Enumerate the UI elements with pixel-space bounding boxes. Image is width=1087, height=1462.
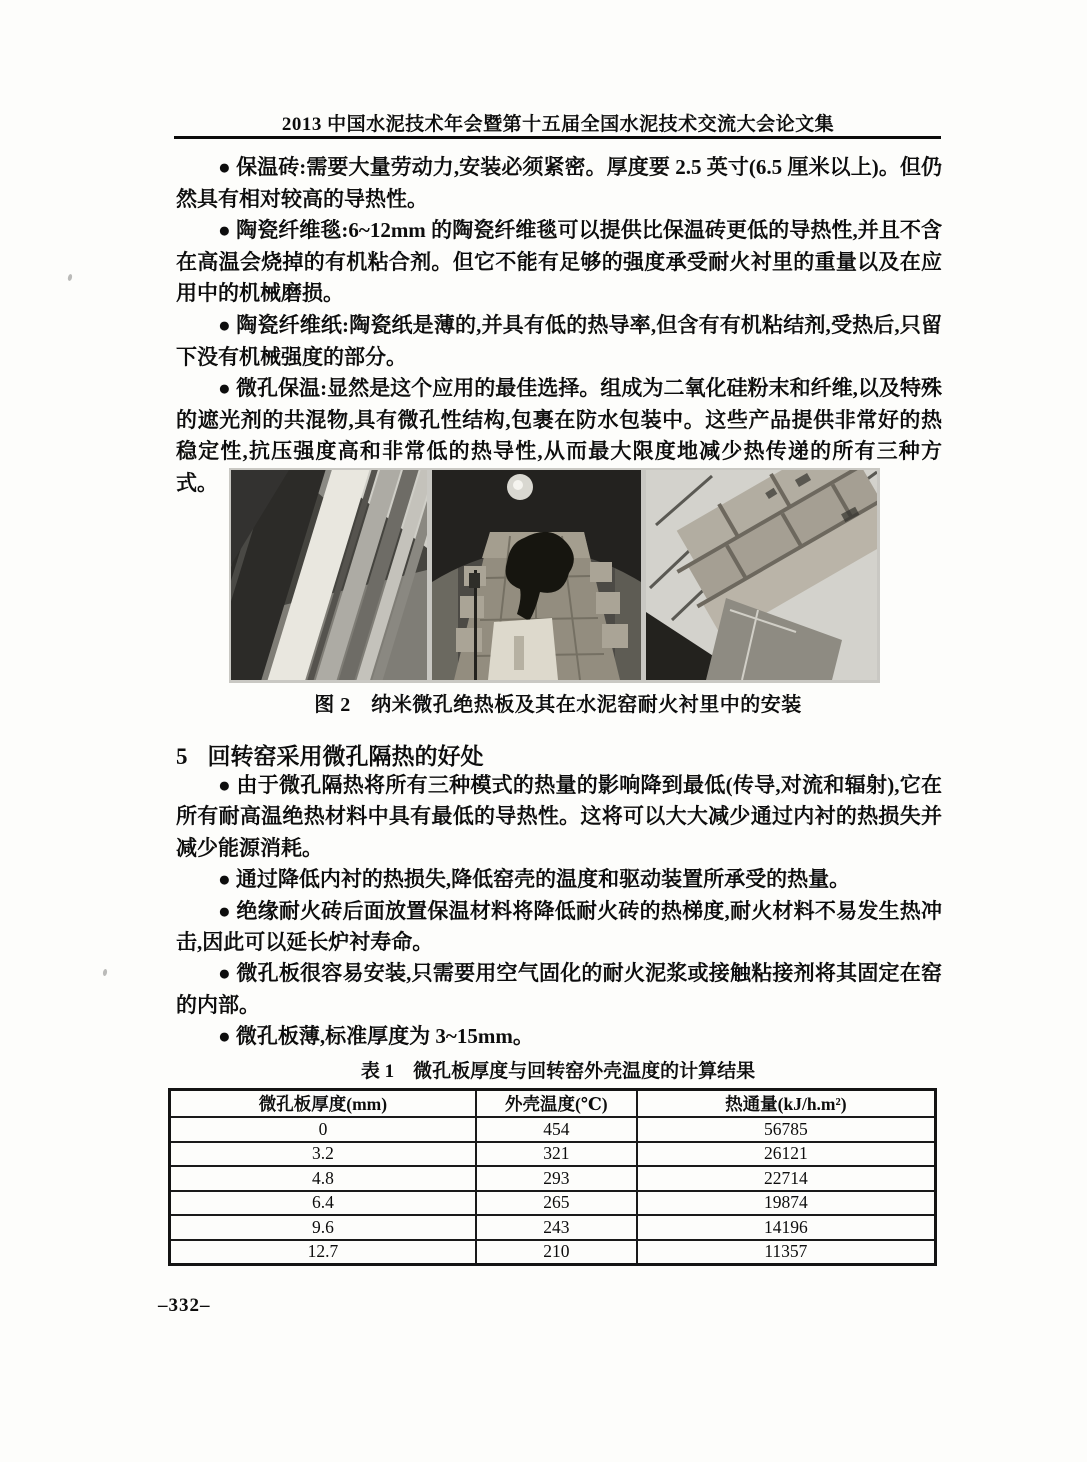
table-row (170, 1215, 936, 1240)
page-header-title: 2013 中国水泥技术年会暨第十五届全国水泥技术交流大会论文集 (281, 114, 835, 135)
header-rule (174, 136, 941, 139)
cell-shell-temperature: 293 (476, 1166, 637, 1191)
col-header-board-thickness: 微孔板厚度(mm) (170, 1090, 476, 1118)
cell-shell-temperature: 243 (476, 1215, 637, 1240)
figure-caption: 图 2 纳米微孔绝热板及其在水泥窑耐火衬里中的安装 (314, 694, 802, 716)
bullet-paragraph-easy-installation: ● 微孔板很容易安装,只需要用空气固化的耐火泥浆或接触粘接剂将其固定在窑的内部。 (176, 961, 942, 1017)
results-table (168, 1088, 937, 1266)
bullet-paragraph-microporous-insulation: ● 微孔保温:显然是这个应用的最佳选择。组成为二氧化硅粉末和纤维,以及特殊的遮光剂的共混物,具有微孔性结构,包裹在防水包装中。这些产品提供非常好的热稳定性,抗压强度高和非常低的热导性,从而最大限度地减少热传递的所有三种方式。 (176, 376, 942, 495)
cell-shell-temperature: 321 (476, 1142, 637, 1167)
cell-thickness: 9.6 (170, 1215, 476, 1240)
section-title: 回转窑采用微孔隔热的好处 (207, 744, 484, 769)
table-row (170, 1166, 936, 1191)
table-title: 表 1 微孔板厚度与回转窑外壳温度的计算结果 (360, 1061, 756, 1082)
bullet-paragraph-thin-boards: ● 微孔板薄,标准厚度为 3~15mm。 (218, 1024, 534, 1049)
col-header-heat-flux: 热通量(kJ/h.m²) (637, 1090, 936, 1118)
cell-thickness: 6.4 (170, 1191, 476, 1216)
section-number: 5 (176, 744, 188, 769)
benefit-bullet-list (176, 770, 942, 1053)
bullet-paragraph-ceramic-fiber-blanket: ● 陶瓷纤维毯:6~12mm 的陶瓷纤维毯可以提供比保温砖更低的导热性,并且不含在高温会烧掉的有机粘合剂。但它不能有足够的强度承受耐火衬里的重量以及在应用中的机械磨损。 (176, 218, 942, 306)
kiln-interior-installation-photo (432, 470, 641, 680)
cell-heat-flux: 22714 (637, 1166, 936, 1191)
bullet-paragraph-thermal-gradient: ● 绝缘耐火砖后面放置保温材料将降低耐火砖的热梯度,耐火材料不易发生热冲击,因此可以延长炉衬寿命。 (176, 898, 942, 955)
bullet-paragraph-insulating-brick: ● 保温砖:需要大量劳动力,安装必须紧密。厚度要 2.5 英寸(6.5 厘米以上)。但仍然具有相对较高的导热性。 (176, 155, 942, 211)
cell-heat-flux: 19874 (637, 1191, 936, 1216)
intro-bullet-list (176, 152, 942, 500)
col-header-shell-temperature: 外壳温度(℃) (476, 1090, 637, 1118)
cell-thickness: 4.8 (170, 1166, 476, 1191)
figure-2-photo-strip (229, 468, 880, 683)
bullet-paragraph-lowest-conductivity: ● 由于微孔隔热将所有三种模式的热量的影响降到最低(传导,对流和辐射),它在所有耐高温绝热材料中具有最低的导热性。这将可以大大减少通过内衬的热损失并减少能源消耗。 (176, 773, 942, 860)
table-row (170, 1191, 936, 1216)
cell-thickness: 3.2 (170, 1142, 476, 1167)
scan-speck (67, 274, 73, 282)
cell-thickness: 12.7 (170, 1240, 476, 1265)
cell-heat-flux: 56785 (637, 1117, 936, 1142)
page-number: –332– (158, 1295, 211, 1316)
scan-speck (102, 969, 107, 977)
cell-shell-temperature: 454 (476, 1117, 637, 1142)
bullet-paragraph-lower-shell-temperature: ● 通过降低内衬的热损失,降低窑壳的温度和驱动装置所承受的热量。 (218, 867, 851, 892)
table-row (170, 1117, 936, 1142)
cell-shell-temperature: 210 (476, 1240, 637, 1265)
table-row (170, 1240, 936, 1265)
kiln-brick-lining-installation-photo (646, 470, 877, 680)
microporous-insulation-boards-photo (231, 470, 427, 680)
section-heading (176, 738, 484, 771)
bullet-paragraph-ceramic-fiber-paper: ● 陶瓷纤维纸:陶瓷纸是薄的,并具有低的热导率,但含有有机粘结剂,受热后,只留下没有机械强度的部分。 (176, 312, 942, 369)
cell-heat-flux: 26121 (637, 1142, 936, 1167)
table-header-row (170, 1090, 936, 1118)
table-row (170, 1142, 936, 1167)
cell-shell-temperature: 265 (476, 1191, 637, 1216)
cell-heat-flux: 11357 (637, 1240, 936, 1265)
cell-thickness: 0 (170, 1117, 476, 1142)
cell-heat-flux: 14196 (637, 1215, 936, 1240)
